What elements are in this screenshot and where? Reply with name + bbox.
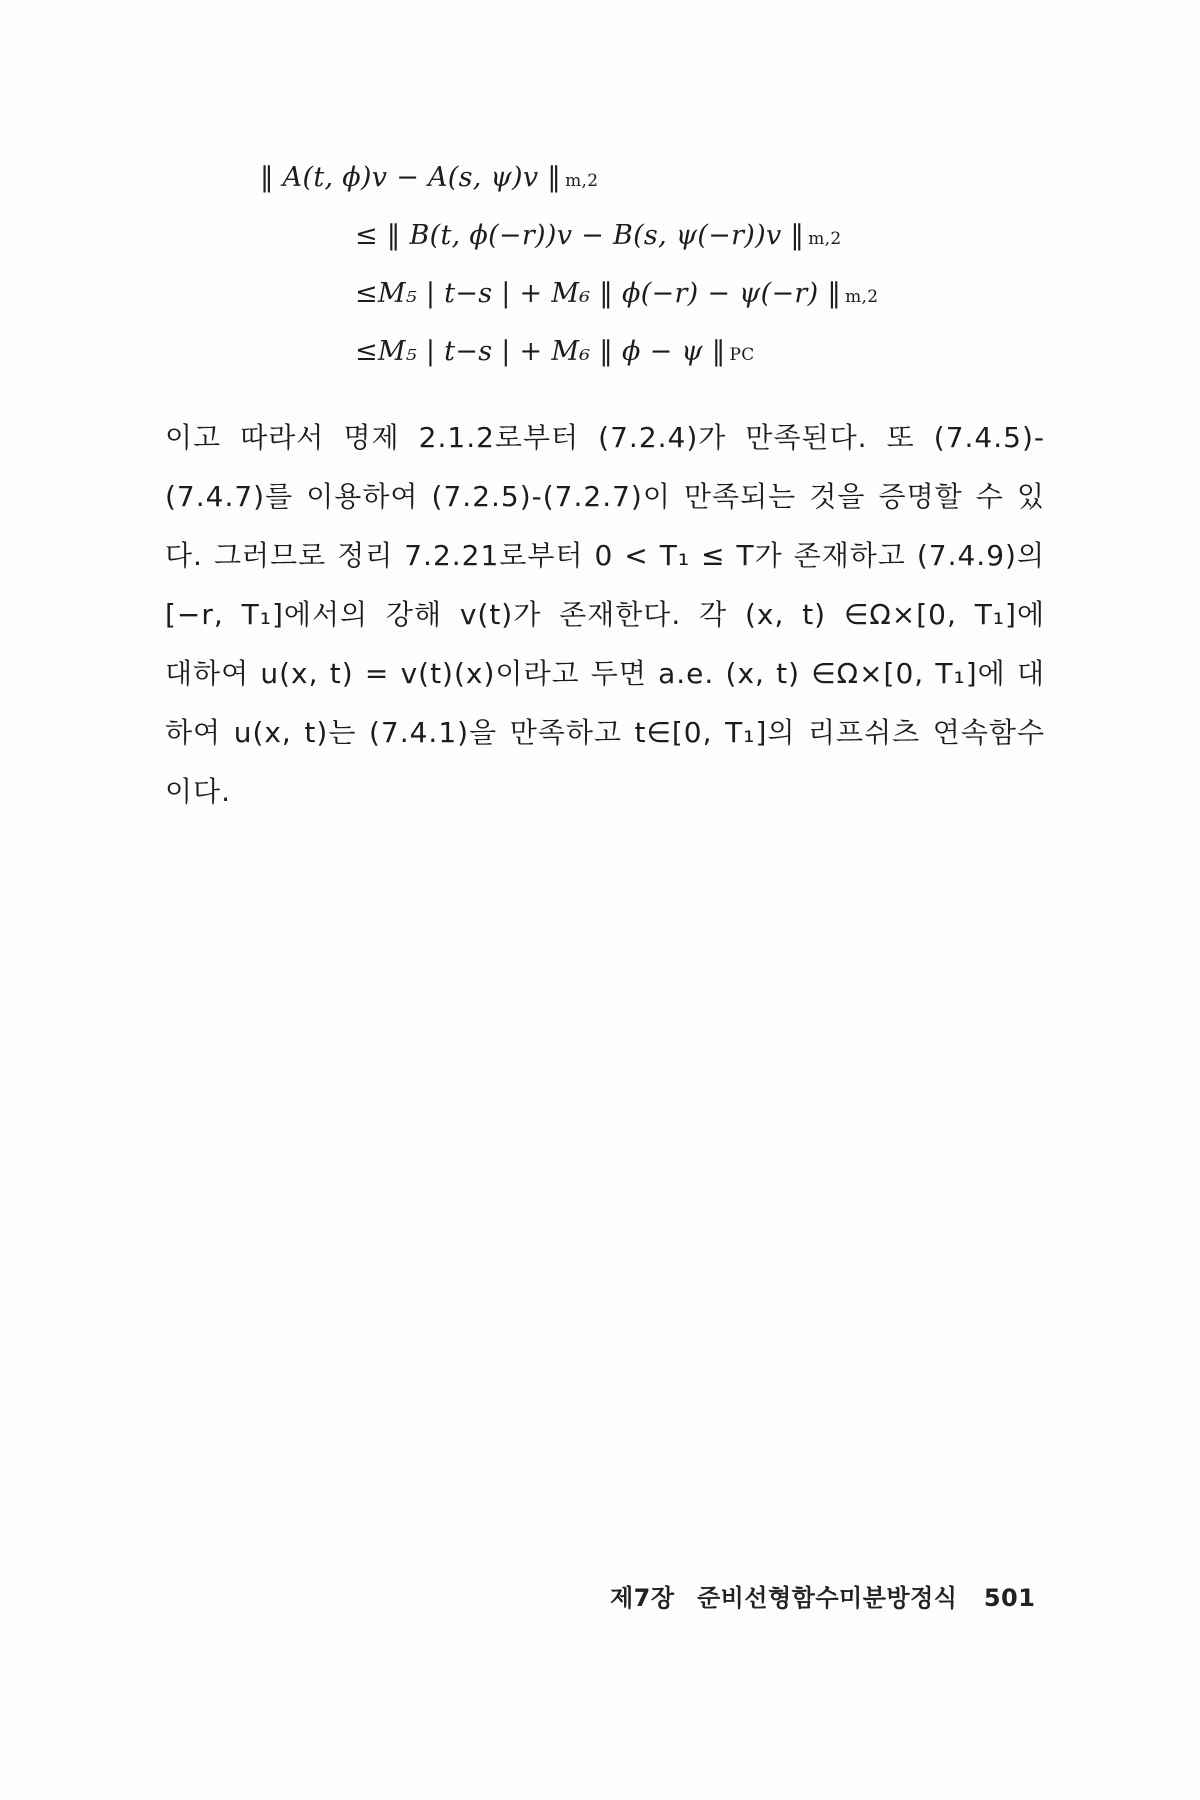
paragraph-line: 대하여 u(x, t) = v(t)(x)이라고 두면 a.e. (x, t) ∈Ω×[0, T₁]에 대 [165,657,1045,690]
paragraph-line: 다. 그러므로 정리 7.2.21로부터 0 < T₁ ≤ T가 존재하고 (7.4.9)의 [165,539,1045,572]
equation-line [355,278,878,309]
body-paragraph [165,408,1045,821]
equation-subscript: m,2 [565,171,599,191]
equation-subscript: PC [729,345,755,365]
equation-expression: ≤M₅ | t−s | + M₆ ‖ ϕ(−r) − ψ(−r) ‖ [355,278,842,309]
page-footer [610,1578,1035,1613]
equation-expression: ≤M₅ | t−s | + M₆ ‖ ϕ − ψ ‖ [355,336,726,367]
page-number: 501 [983,1584,1036,1612]
paragraph-line: 하여 u(x, t)는 (7.4.1)을 만족하고 t∈[0, T₁]의 리프쉬츠 연속함수 [165,716,1045,749]
equation-line [355,336,755,367]
equation-expression: ‖ A(t, ϕ)v − A(s, ψ)v ‖ [260,162,562,193]
footer-chapter-title: 준비선형함수미분방정식 [696,1584,958,1612]
paragraph-line: [−r, T₁]에서의 강해 v(t)가 존재한다. 각 (x, t) ∈Ω×[0, T₁]에 [165,598,1045,631]
equation-line [355,220,841,251]
equation-subscript: m,2 [845,287,879,307]
equation-subscript: m,2 [808,229,842,249]
footer-chapter: 제7장 [610,1584,675,1612]
paragraph-line: 이고 따라서 명제 2.1.2로부터 (7.2.4)가 만족된다. 또 (7.4.5)- [165,421,1045,454]
equation-expression: ≤ ‖ B(t, ϕ(−r))v − B(s, ψ(−r))v ‖ [355,220,805,251]
paragraph-line: 이다. [165,775,231,808]
paragraph-line: (7.4.7)를 이용하여 (7.2.5)-(7.2.7)이 만족되는 것을 증명할 수 있 [165,480,1045,513]
equation-line [260,162,598,193]
